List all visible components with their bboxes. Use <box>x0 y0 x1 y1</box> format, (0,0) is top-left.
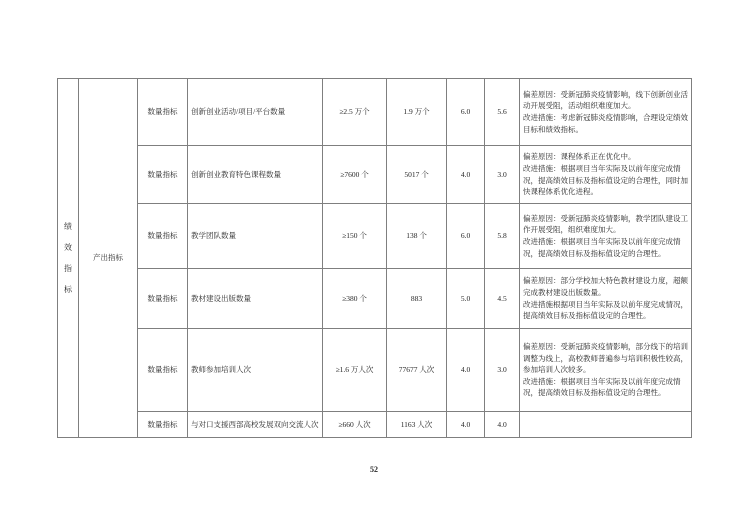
indicator-type-cell: 数量指标 <box>138 79 188 146</box>
remark-paragraph: 偏差原因：受新冠肺炎疫情影响，线下创新创业活动开展受阻，活动组织难度加大。 <box>523 89 688 111</box>
score-cell: 5.6 <box>485 79 520 146</box>
weight-cell: 6.0 <box>447 79 485 146</box>
remark-paragraph: 改进措施根据项目当年实际及以前年度完成情况，提高绩效目标及指标值设定的合理性。 <box>523 299 688 321</box>
weight-cell: 4.0 <box>447 412 485 438</box>
table-row <box>58 329 692 412</box>
weight-cell: 4.0 <box>447 146 485 204</box>
target-value-cell: ≥1.6 万人次 <box>323 329 387 412</box>
row-group-label-text: 绩效指标 <box>64 222 72 294</box>
indicator-name-cell: 教学团队数量 <box>188 204 323 269</box>
score-cell: 5.8 <box>485 204 520 269</box>
remark-cell <box>520 329 692 412</box>
indicator-name-cell: 教师参加培训人次 <box>188 329 323 412</box>
weight-cell: 5.0 <box>447 269 485 329</box>
remark-cell <box>520 204 692 269</box>
row-group-label <box>58 79 79 438</box>
weight-cell: 6.0 <box>447 204 485 269</box>
target-value-cell: ≥7600 个 <box>323 146 387 204</box>
performance-indicator-table <box>57 78 692 438</box>
remark-paragraph: 改进措施：根据项目当年实际及以前年度完成情况，提高绩效目标及指标值设定的合理性，同时加快课程体系优化进程。 <box>523 163 688 197</box>
remark-cell <box>520 79 692 146</box>
target-value-cell: ≥2.5 万个 <box>323 79 387 146</box>
weight-cell: 4.0 <box>447 329 485 412</box>
indicator-type-cell: 数量指标 <box>138 204 188 269</box>
target-value-cell: ≥380 个 <box>323 269 387 329</box>
actual-value-cell: 1163 人次 <box>387 412 447 438</box>
remark-cell <box>520 412 692 438</box>
target-value-cell: ≥150 个 <box>323 204 387 269</box>
score-cell: 4.5 <box>485 269 520 329</box>
remark-paragraph: 偏差原因：课程体系正在优化中。 <box>523 152 636 162</box>
indicator-type-cell: 数量指标 <box>138 412 188 438</box>
remark-paragraph: 改进措施：根据项目当年实际及以前年度完成情况，提高绩效目标及指标值设定的合理性。 <box>523 237 681 258</box>
indicator-name-cell: 与对口支援西部高校发展双向交流人次 <box>188 412 323 438</box>
page-number: 52 <box>370 465 378 474</box>
remark-paragraph: 改进措施：考虑新冠肺炎疫情影响，合理设定绩效目标和绩效指标。 <box>523 113 688 134</box>
indicator-type-cell: 数量指标 <box>138 329 188 412</box>
remark-cell <box>520 146 692 204</box>
indicator-name-cell: 创新创业活动/项目/平台数量 <box>188 79 323 146</box>
indicator-type-cell: 数量指标 <box>138 269 188 329</box>
actual-value-cell: 883 <box>387 269 447 329</box>
table-row <box>58 204 692 269</box>
score-cell: 4.0 <box>485 412 520 438</box>
remark-paragraph: 偏差原因：受新冠肺炎疫情影响，教学团队建设工作开展受阻，组织难度加大。 <box>523 213 688 235</box>
table-row <box>58 79 692 146</box>
remark-cell <box>520 269 692 329</box>
actual-value-cell: 5017 个 <box>387 146 447 204</box>
score-cell: 3.0 <box>485 329 520 412</box>
actual-value-cell: 1.9 万个 <box>387 79 447 146</box>
remark-paragraph: 偏差原因：部分学校加大特色教材建设力度，超额完成教材建设出版数量。 <box>523 276 688 297</box>
table-row <box>58 269 692 329</box>
indicator-name-cell: 教材建设出版数量 <box>188 269 323 329</box>
table-row <box>58 412 692 438</box>
remark-paragraph: 改进措施：根据项目当年实际及以前年度完成情况，提高绩效目标及指标值设定的合理性。 <box>523 376 681 398</box>
indicator-name-cell: 创新创业教育特色课程数量 <box>188 146 323 204</box>
table-row <box>58 146 692 204</box>
score-cell: 3.0 <box>485 146 520 204</box>
category-label: 产出指标 <box>79 79 138 438</box>
indicator-type-cell: 数量指标 <box>138 146 188 204</box>
target-value-cell: ≥660 人次 <box>323 412 387 438</box>
actual-value-cell: 138 个 <box>387 204 447 269</box>
actual-value-cell: 77677 人次 <box>387 329 447 412</box>
remark-paragraph: 偏差原因：受新冠肺炎疫情影响，部分线下的培训调整为线上，高校教师普遍参与培训积极性较高，参加培训人次较多。 <box>523 342 688 375</box>
